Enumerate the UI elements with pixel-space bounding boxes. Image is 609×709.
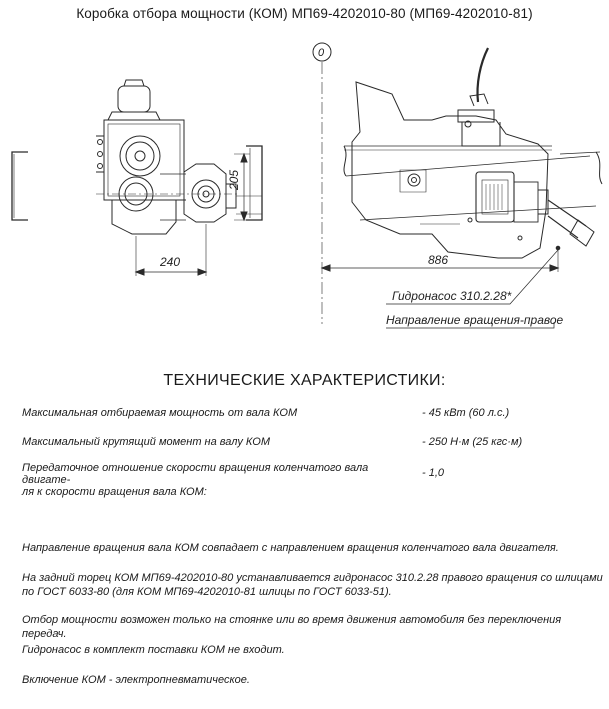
dim-height-label: 205 (227, 169, 241, 190)
spec-value-ratio: - 1,0 (422, 467, 445, 479)
view-marker (313, 43, 331, 324)
note-pump-not-included: Гидронасос в комплект поставки КОМ не входит. (22, 644, 285, 656)
specs-title: ТЕХНИЧЕСКИЕ ХАРАКТЕРИСТИКИ: (163, 372, 446, 389)
spec-value-torque: - 250 Н·м (25 кгс·м) (422, 436, 523, 448)
note-power-takeoff: Отбор мощности возможен только на стоянке или во время движения автомобиля без переключения передач. (22, 614, 562, 640)
rotation-label: Направление вращения-правое (386, 313, 564, 327)
pto-end-view (12, 80, 262, 234)
spec-value-power: - 45 кВт (60 л.с.) (422, 407, 510, 419)
spec-label-ratio: Передаточное отношение скорости вращения коленчатого вала двигате- ля к скорости вращения вала КОМ: (22, 462, 369, 498)
spec-label-torque: Максимальный крутящий момент на валу КОМ (22, 436, 270, 448)
dim-length-label: 886 (428, 253, 449, 267)
note-rotation-direction: Направление вращения вала КОМ совпадает с направлением вращения коленчатого вала двигателя. (22, 542, 559, 554)
note-activation: Включение КОМ - электропневматическое. (22, 674, 250, 686)
dim-width-label: 240 (160, 255, 181, 269)
spec-label-power: Максимальная отбираемая мощность от вала КОМ (22, 407, 298, 419)
note-pump-mounting: На задний торец КОМ МП69-4202010-80 устанавливается гидронасос 310.2.28 правого вращения со шлицами по ГОСТ 6033-80 (для КОМ МП69-4202010-81 шлицы по ГОСТ 6033-51). (22, 572, 603, 598)
pto-side-view (344, 48, 602, 258)
page-title: Коробка отбора мощности (КОМ) МП69-4202010-80 (МП69-4202010-81) (76, 6, 533, 21)
pump-label: Гидронасос 310.2.28* (392, 289, 512, 303)
technical-drawing (0, 24, 609, 344)
view-marker-label: 0 (318, 47, 325, 59)
